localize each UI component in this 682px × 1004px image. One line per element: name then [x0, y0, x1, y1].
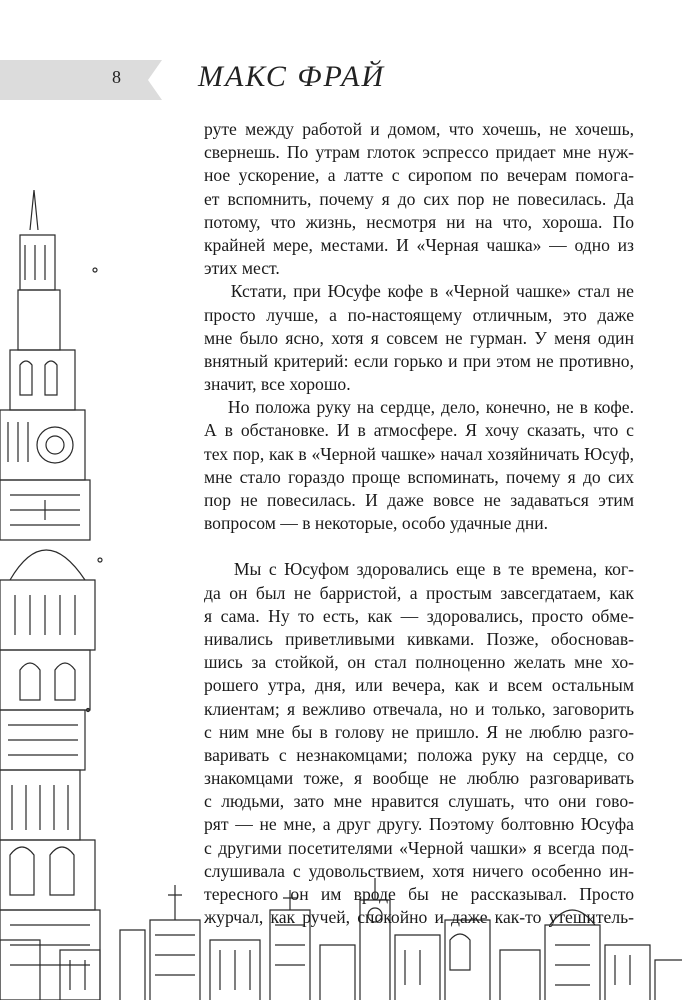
body-text — [204, 118, 634, 929]
text-line: клиентам; я вежливо отвечала, но и только, заговорить — [204, 698, 634, 719]
text-line: слушивала с удовольствием, хотя ничего особенно ин- — [204, 860, 634, 881]
text-line: рошего утра, дня, или вечера, как и всем остальным — [204, 675, 634, 696]
text-line: ное ускорение, а латте с сиропом по вечерам помога- — [204, 165, 634, 186]
running-title: МАКС ФРАЙ — [198, 60, 386, 93]
text-line: знакомцами тоже, я вообще не люблю разговаривать — [204, 768, 634, 789]
text-line: да он был не барристой, а простым завсегдатаем, как — [204, 582, 634, 603]
text-line: тересного он им вроде бы не рассказывал. Просто — [204, 884, 634, 904]
text-line: этих мест. — [204, 258, 280, 279]
text-line: шись за стойкой, он стал полноценно желать мне хо- — [204, 652, 634, 673]
text-line: с людьми, зато мне нравится слушать, что они гово- — [204, 791, 634, 812]
text-line: с другими посетителями «Черной чашки» я всегда под- — [204, 837, 634, 858]
text-line: Кстати, при Юсуфе кофе в «Черной чашке» стал не — [204, 281, 634, 302]
text-line: мне стало гораздо проще вспоминать, почему я до сих — [204, 466, 634, 487]
text-line: значит, все хорошо. — [204, 374, 351, 395]
text-line: крайней мере, местами. И «Черная чашка» — одно из — [204, 234, 634, 255]
text-line: я сама. Ну то есть, как — здоровались, просто обме- — [204, 605, 634, 626]
text-line: рят — не мне, а друг другу. Поэтому болтовню Юсуфа — [204, 814, 634, 835]
text-line: просто лучше, а по-настоящему отличным, это даже — [204, 304, 634, 325]
page-number-tab — [0, 60, 162, 100]
text-line: свернешь. По утрам глоток эспрессо придает мне нуж- — [204, 142, 634, 163]
text-line: нивались приветливыми кивками. Позже, обосновав- — [204, 628, 634, 649]
text-line: руте между работой и домом, что хочешь, не хочешь, — [204, 119, 634, 139]
text-line: потому, что жизнь, несмотря ни на что, хороша. По — [204, 211, 634, 232]
text-line: варивать с незнакомцами; положа руку на сердце, со — [204, 744, 634, 765]
text-line: журчал, как ручей, спокойно и даже как-то утешитель- — [204, 907, 634, 928]
text-line: с ним мне бы в голову не пришло. Я не люблю разго- — [204, 721, 634, 742]
paragraph-gap — [204, 535, 634, 558]
page-number: 8 — [112, 67, 121, 87]
text-line: Мы с Юсуфом здоровались еще в те времена, ког- — [204, 559, 634, 580]
text-line: тех пор, как в «Черной чашке» начал хозяйничать Юсуф, — [204, 443, 634, 464]
text-line: ет вспомнить, почему я до сих пор не повесилась. Да — [204, 188, 634, 209]
text-line: А в обстановке. И в атмосфере. Я хочу сказать, что с — [204, 420, 634, 441]
text-line: пор не повесилась. И даже вовсе не задаваться этим — [204, 490, 634, 510]
text-line: вопросом — в некоторые, особо удачные дни. — [204, 513, 549, 534]
text-line: внятный критерий: если горько и при этом не противно, — [204, 350, 634, 371]
text-line: Но положа руку на сердце, дело, конечно, не в кофе. — [204, 397, 634, 418]
text-line: мне было ясно, хотя я совсем не гурман. У меня один — [204, 327, 634, 348]
